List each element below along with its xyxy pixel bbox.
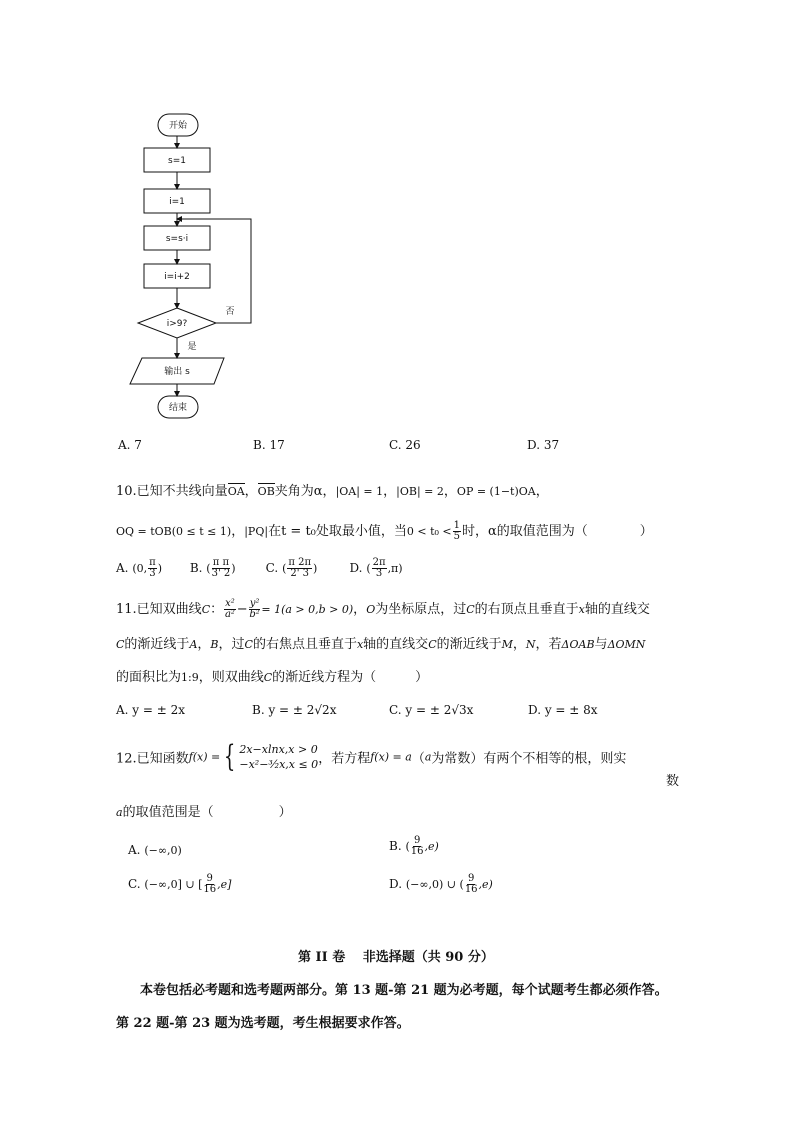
q10-option-b: B. ( $\frac{\text{π π}}{3' 2}$ ) [189,557,236,579]
q10-text-d: 时，α的取值范围为（ ） [462,524,653,539]
q12-option-a: A. (−∞,0) [128,843,182,857]
q10-oq: OQ = tOB(0 ≤ t ≤ 1) [116,525,232,538]
q11-line1: 11.已知双曲线C： $\frac{\text{x²}}{\text{a²}}$ − $\frac{\text{y²}}{\text{b²}}$ = 1(a > 0,b > 0)，O为坐标原点，过C的右顶点且垂直于x轴的直线交 [116,598,650,620]
condition-label: i>9? [166,319,188,329]
q12-piecewise: 2x−xlnx,x > 0 −x²−³⁄₂x,x ≤ 0 [239,743,319,771]
section2-paragraph2: 第 22 题-第 23 题为选考题，考生根据要求作答。 [116,1016,410,1031]
q11-option-a: A. y = ± 2x [116,703,186,717]
q10-op: OP = (1−t)OA [456,485,536,498]
q11-option-d: D. y = ± 8x [528,703,598,717]
q10-ob-len: |OB| = 2 [396,485,444,498]
q10-option-a: A. (0, $\frac{\pi}{3}$ ) [116,557,162,579]
i-init-label: i=1 [169,197,185,207]
q10-text-c: 在t = t₀处取最小值，当 [268,524,407,539]
q10-option-d: D. ( $\frac{2\pi}{3}$ ,π) [349,557,403,579]
q12-shu: 数 [666,774,680,789]
q10-oa: OA [227,485,245,498]
section2-paragraph1: 本卷包括必考题和选考题两部分。第 13 题-第 21 题为必考题，每个试题考生都必须作答。 [140,983,668,998]
q10-t0-cond: 0 < t₀ < [406,525,452,538]
q12-option-d: D. (−∞,0) ∪ ( $\frac{9}{16}$ ,e) [389,873,493,895]
q10-text-a: 10.已知不共线向量 [116,484,228,499]
q12-option-c: C. (−∞,0] ∪ [ $\frac{9}{16}$ ,e] [128,873,232,895]
q11-line2: C的渐近线于A，B，过C的右焦点且垂直于x轴的直线交C的渐近线于M，N，若ΔOAB与ΔOMN [116,637,646,652]
q10-option-c: C. ( $\frac{\pi 2\pi}{2' 3}$ ) [265,557,318,579]
q12-line2: a的取值范围是（ ） [116,805,292,820]
q10-ob: OB [257,485,275,498]
q10-text-b: 夹角为α， [274,484,336,499]
s-init-label: s=1 [168,156,186,166]
q12-option-b: B. ( $\frac{9}{16}$ ,e) [389,835,439,857]
q10-pq: |PQ| [244,525,269,538]
i-update-label: i=i+2 [164,272,190,282]
output-label: 输出 s [164,367,190,377]
q10-fraction: $\frac{1}{5}$ [453,520,461,542]
yes-label: 是 [187,342,197,352]
q10-line1: 10.已知不共线向量OA，OB夹角为α，|OA| = 1，|OB| = 2，OP = (1−t)OA， [116,484,549,499]
q11-line3: 的面积比为1:9，则双曲线C的渐近线方程为（ ） [116,670,429,685]
q12-line1: 12.已知函数f(x) = { 2x−xlnx,x > 0 −x²−³⁄₂x,x ≤ 0，若方程f(x) = a（a为常数）有两个不相等的根，则实 [116,739,627,774]
flowchart [120,108,270,426]
q10-oa-len: |OA| = 1 [335,485,384,498]
q11-option-c: C. y = ± 2√3x [389,703,474,717]
start-label: 开始 [168,121,188,131]
q9-option-a: A. 7 [118,438,142,452]
no-label: 否 [225,307,235,317]
q9-option-b: B. 17 [253,438,285,452]
end-label: 结束 [168,403,188,413]
s-update-label: s=s·i [165,234,189,244]
q10-options [116,558,403,579]
q9-option-c: C. 26 [389,438,421,452]
q11-option-b: B. y = ± 2√2x [252,703,337,717]
q9-option-d: D. 37 [527,438,560,452]
q10-line2: OQ = tOB(0 ≤ t ≤ 1)，|PQ|在t = t₀处取最小值，当0 < t₀ < $\frac{1}{5}$ 时，α的取值范围为（ ） [116,520,653,542]
section2-title: 第 II 卷 非选择题（共 90 分） [298,950,494,965]
